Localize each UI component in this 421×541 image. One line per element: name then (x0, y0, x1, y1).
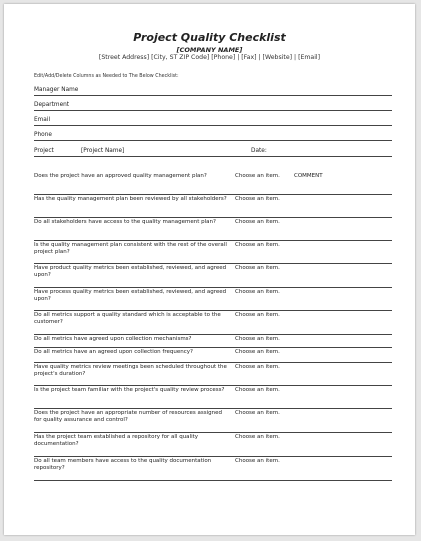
info-row-manager[interactable] (34, 82, 392, 96)
question-text: Does the project have an approved quality management plan? (34, 173, 207, 179)
page-title: Project Quality Checklist (133, 31, 286, 44)
answer-dropdown[interactable]: Choose an item. (235, 219, 280, 225)
checklist-row (34, 456, 392, 481)
question-text: Is the quality management plan consistent with the rest of the overall project plan? (34, 242, 227, 255)
answer-dropdown[interactable]: Choose an item. (235, 349, 280, 355)
answer-dropdown[interactable]: Choose an item. (235, 173, 280, 179)
document-page (4, 4, 415, 535)
answer-dropdown[interactable]: Choose an item. (235, 289, 280, 295)
project-name-field[interactable]: [Project Name] (81, 148, 125, 154)
question-text: Is the project team familiar with the project's quality review process? (34, 387, 225, 393)
question-text: Do all stakeholders have access to the quality management plan? (34, 219, 216, 225)
date-label: Date: (251, 148, 267, 154)
info-label: Phone (34, 132, 52, 138)
checklist-row (34, 240, 392, 264)
info-label: Email (34, 117, 51, 123)
checklist-row (34, 385, 392, 409)
checklist-row (34, 194, 392, 218)
checklist-row (34, 310, 392, 335)
checklist-row (34, 334, 392, 348)
answer-dropdown[interactable]: Choose an item. (235, 458, 280, 464)
checklist-row (34, 263, 392, 288)
info-row-email[interactable] (34, 112, 392, 126)
info-row-phone[interactable] (34, 127, 392, 141)
checklist-row (34, 362, 392, 386)
checklist-row (34, 347, 392, 363)
answer-dropdown[interactable]: Choose an item. (235, 434, 280, 440)
info-label: Department (34, 102, 70, 108)
answer-dropdown[interactable]: Choose an item. (235, 336, 280, 342)
project-label: Project (34, 148, 54, 154)
checklist-row (34, 432, 392, 457)
answer-dropdown[interactable]: Choose an item. (235, 312, 280, 318)
question-text: Has the project team established a repository for all quality documentation? (34, 434, 199, 447)
question-text: Do all metrics have agreed upon collection mechanisms? (34, 336, 192, 342)
question-text: Do all team members have access to the quality documentation repository? (34, 458, 212, 471)
company-address: [Street Address] [City, ST ZIP Code] [Phone] | [Fax] | [Website] | [Email] (98, 54, 321, 61)
answer-dropdown[interactable]: Choose an item. (235, 242, 280, 248)
comment-field[interactable]: COMMENT (294, 173, 323, 179)
checklist-row (34, 287, 392, 311)
info-label: Manager Name (34, 87, 79, 93)
question-text: Do all metrics have an agreed upon collection frequency? (34, 349, 193, 355)
question-text: Have product quality metrics been established, reviewed, and agreed upon? (34, 265, 227, 278)
checklist-row (34, 217, 392, 241)
answer-dropdown[interactable]: Choose an item. (235, 265, 280, 271)
question-text: Have quality metrics review meetings been scheduled throughout the project's duration? (34, 364, 227, 377)
checklist-row (34, 408, 392, 433)
answer-dropdown[interactable]: Choose an item. (235, 410, 280, 416)
instructions-text: Edit/Add/Delete Columns as Needed to The Below Checklist: (34, 74, 179, 79)
checklist-row (34, 171, 392, 195)
question-text: Do all metrics support a quality standard which is acceptable to the customer? (34, 312, 221, 325)
question-text: Has the quality management plan been reviewed by all stakeholders? (34, 196, 227, 202)
question-text: Does the project have an appropriate number of resources assigned for quality assurance and control? (34, 410, 223, 423)
answer-dropdown[interactable]: Choose an item. (235, 196, 280, 202)
info-row-department[interactable] (34, 97, 392, 111)
answer-dropdown[interactable]: Choose an item. (235, 387, 280, 393)
company-name: [COMPANY NAME] (176, 46, 243, 54)
answer-dropdown[interactable]: Choose an item. (235, 364, 280, 370)
question-text: Have process quality metrics been established, reviewed, and agreed upon? (34, 289, 227, 302)
project-row[interactable] (34, 143, 392, 157)
